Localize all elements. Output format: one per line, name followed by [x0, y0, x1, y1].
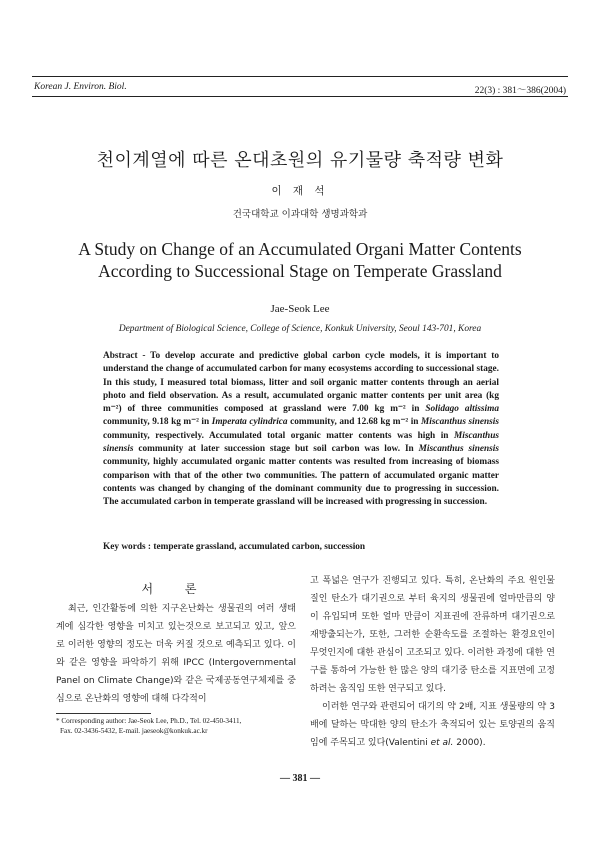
- footnote-line2: Fax. 02-3436-5432, E-mail. jaeseok@konkuk.ac.kr: [60, 727, 208, 735]
- journal-name: Korean J. Environ. Biol.: [34, 82, 127, 92]
- abstract-text-2: community, 9.18 kg m⁻² in: [103, 417, 212, 428]
- species-name: Miscanthus sinensis: [418, 444, 499, 455]
- english-title: [40, 238, 560, 282]
- english-title-line2: According to Successional Stage on Temperate Grassland: [98, 261, 502, 281]
- page-number: — 381 —: [280, 773, 320, 784]
- header-rule-bottom: [32, 96, 568, 97]
- header-rule-top: [32, 76, 568, 77]
- korean-title: 천이계열에 따른 온대초원의 유기물량 축적량 변화: [96, 150, 504, 171]
- intro-left-column: [56, 600, 296, 708]
- footnote-line1: * Corresponding author: Jae-Seok Lee, Ph.D., Tel. 02-450-3411,: [56, 717, 242, 725]
- citation-etal: et al.: [430, 738, 454, 748]
- abstract-text-6: community, highly accumulated organic matter contents was resulted from increasing of biomass comparison with that of the other two communities. The pattern of accumulated organic matter contents was changed by changing of the dominant community due to progressing in succession. The accumulated carbon in temperate grassland will be increased with progressing in succession.: [103, 457, 499, 508]
- abstract-text-4: community, respectively. Accumulated total organic matter contents was high in: [103, 430, 455, 441]
- footnote-rule: [56, 713, 151, 714]
- abstract-text-3: community, and 12.68 kg m⁻² in: [287, 417, 421, 428]
- english-affiliation: Department of Biological Science, College of Science, Konkuk University, Seoul 143-701, Korea: [118, 324, 482, 334]
- footnote: [56, 716, 306, 736]
- keywords: Key words : temperate grassland, accumulated carbon, succession: [103, 542, 366, 552]
- species-name: Imperata cylindrica: [211, 417, 288, 428]
- intro-paragraph: 고 폭넓은 연구가 진행되고 있다. 특히, 온난화의 주요 원인물질인 탄소가 대기권으로 부터 육지의 생물권에 얼마만큼의 양이 유입되며 또한 얼마 만큼이 지표권에 잔류하며 대기권으로 재방출되는가, 또한, 그러한 순환속도를 조절하는 환경요인이 무엇인지에 대한 관심이 고조되고 있다. 이러한 과정에 대한 연구를 통하여 가능한 한 많은 양의 대기중 탄소를 지표면에 고정하려는 움직임 또한 연구되고 있다.: [310, 576, 555, 694]
- intro-paragraph-text-end: 2000).: [453, 738, 486, 748]
- abstract-text-1: Abstract - To develop accurate and predictive global carbon cycle models, it is important to understand the change of accumulated carbon for many ecosystems according to successional stage. In this study, I measured total biomass, litter and soil organic matter contents through an aerial photo and field observation. As a result, accumulated organic matter contents per unit area (kg m⁻²) of three communities composed at grassland were 7.00 kg m⁻² in: [103, 351, 499, 415]
- species-name: Solidago altissima: [425, 404, 499, 415]
- abstract-text-5: community at later succession stage but soil carbon was low. In: [133, 444, 419, 455]
- abstract: [103, 350, 499, 510]
- korean-affiliation: 건국대학교 이과대학 생명과학과: [232, 209, 368, 220]
- section-heading-intro: 서 론: [141, 582, 211, 596]
- english-title-line1: A Study on Change of an Accumulated Organi Matter Contents: [78, 239, 522, 259]
- korean-author: 이 재 석: [271, 185, 329, 197]
- intro-paragraph: 최근, 인간활동에 의한 지구온난화는 생물권의 여러 생태계에 심각한 영향을 미치고 있는것으로 보고되고 있고, 앞으로 이러한 영향의 정도는 더욱 커질 것으로 예측되고 있다. 이와 같은 영향을 파악하기 위해 IPCC (Intergovernmental Panel on Climate Change)와 같은 국제공동연구체제를 중심으로 온난화의 영향에 대해 다각적이: [56, 604, 296, 704]
- volume-pages: 22(3) : 381～386(2004): [474, 86, 566, 96]
- species-name: Miscanthus sinensis: [421, 417, 499, 428]
- intro-paragraph-text: 이러한 연구와 관련되어 대기의 약 2배, 지표 생물량의 약 3배에 달하는 막대한 양의 탄소가 축적되어 있는 토양권의 움직임에 주목되고 있다(Valentini: [310, 702, 555, 748]
- english-author: Jae-Seok Lee: [270, 303, 330, 315]
- intro-right-column: [310, 572, 555, 752]
- species-name: Miscanthus sinensis: [103, 430, 499, 455]
- intro-paragraph: [310, 698, 555, 752]
